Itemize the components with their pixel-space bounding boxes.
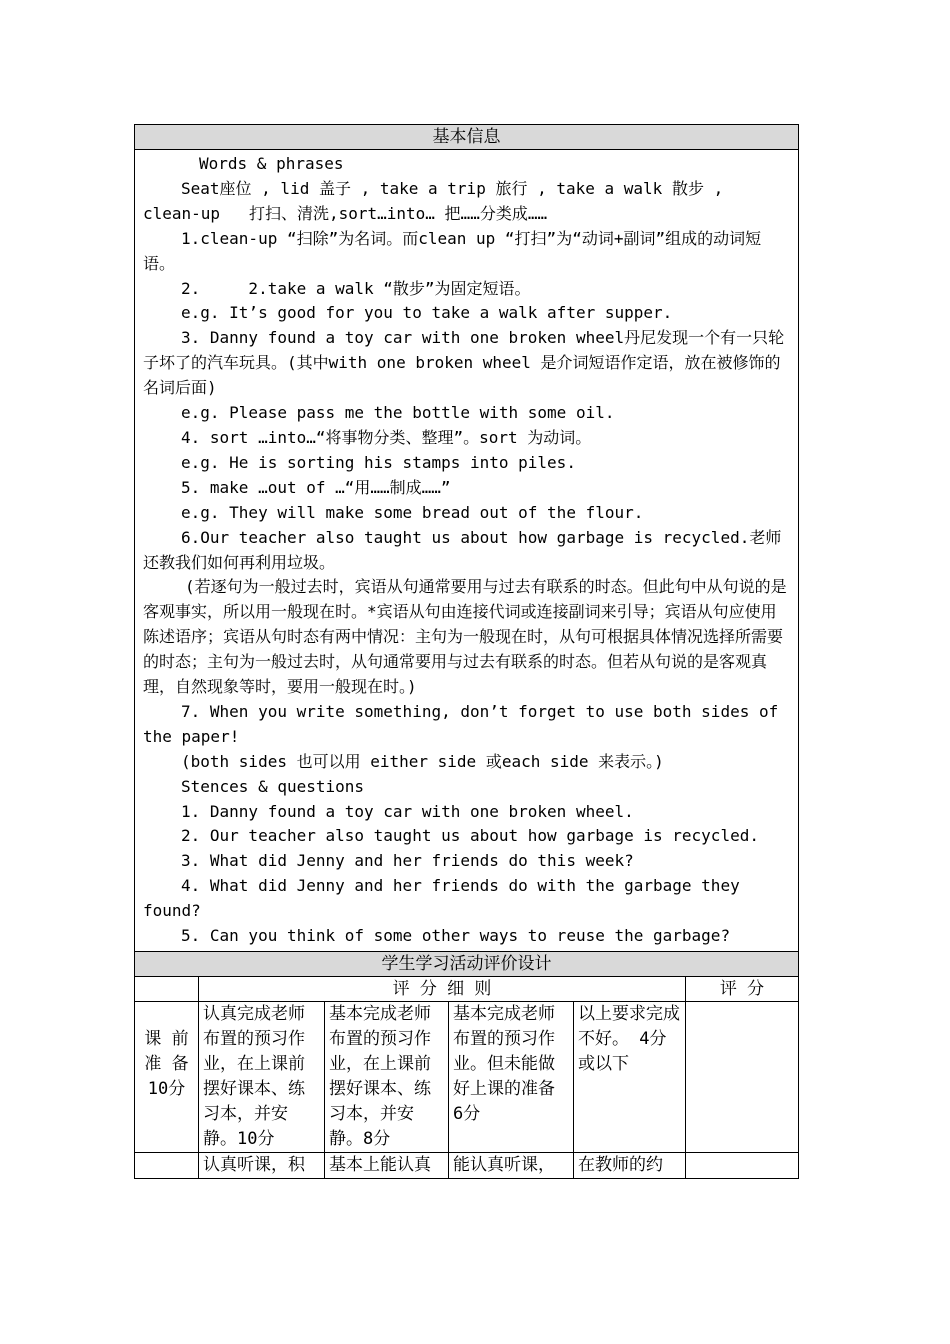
section-title-evaluation: 学生学习活动评价设计 bbox=[135, 952, 799, 977]
rubric-level-a: 认真听课，积 bbox=[199, 1153, 325, 1179]
content-paragraph: 3. What did Jenny and her friends do this week? bbox=[181, 851, 634, 871]
rubric-row bbox=[135, 1153, 799, 1179]
content-paragraph: 1. Danny found a toy car with one broken wheel. bbox=[181, 801, 634, 821]
rubric-row bbox=[135, 1002, 799, 1153]
rubric-level-d: 以上要求完成不好。 4分或以下 bbox=[574, 1002, 686, 1153]
content-paragraph: 6.Our teacher also taught us about how garbage is recycled.老师还教我们如何再利用垃圾。 bbox=[143, 527, 782, 572]
section-title-basic-info: 基本信息 bbox=[135, 125, 799, 150]
lesson-plan-sheet bbox=[134, 124, 798, 1179]
content-paragraph: 4. What did Jenny and her friends do with the garbage they found? bbox=[143, 876, 750, 921]
content-paragraph: Stences & questions bbox=[181, 776, 365, 796]
content-paragraph: (若逐句为一般过去时，宾语从句通常要用与过去有联系的时态。但此句中从句说的是客观事实，所以用一般现在时。*宾语从句由连接代词或连接副词来引导；宾语从句应使用陈述语序；宾语从句时态有两中情况：主句为一般现在时，从句可根据具体情况选择所需要的时态；主句为一般过去时，从句通常要用与过去有联系的时态。但若从句说的是客观真理，自然现象等时，要用一般现在时。) bbox=[143, 577, 787, 697]
rubric-score-cell bbox=[686, 1002, 799, 1153]
rubric-level-c: 能认真听课， bbox=[449, 1153, 574, 1179]
content-paragraph: e.g. Please pass me the bottle with some oil. bbox=[181, 403, 615, 423]
rubric-level-d: 在教师的约 bbox=[574, 1153, 686, 1179]
content-paragraph: e.g. He is sorting his stamps into piles. bbox=[181, 452, 576, 472]
rubric-level-a: 认真完成老师布置的预习作业，在上课前摆好课本、练习本，并安静。10分 bbox=[199, 1002, 325, 1153]
content-paragraph: Seat座位 , lid 盖子 , take a trip 旅行 , take a walk 散步 , clean-up 打扫、清洗,sort…into… 把……分类成…… bbox=[143, 178, 733, 223]
lesson-table bbox=[134, 124, 799, 1179]
rubric-header: 评 分 细 则 bbox=[199, 977, 686, 1002]
basic-info-content bbox=[135, 150, 799, 952]
content-paragraph: 7. When you write something, don’t forget to use both sides of the paper! bbox=[143, 701, 788, 746]
score-header: 评 分 bbox=[686, 977, 799, 1002]
content-paragraph: 1.clean-up “扫除”为名词。而clean up “打扫”为“动词+副词”组成的动词短语。 bbox=[143, 228, 762, 273]
content-paragraph: e.g. It’s good for you to take a walk after supper. bbox=[181, 303, 673, 323]
content-paragraph: 5. make …out of …“用……制成……” bbox=[181, 477, 451, 497]
content-paragraph: 2. 2.take a walk “散步”为固定短语。 bbox=[181, 278, 531, 298]
rubric-level-c: 基本完成老师布置的预习作业。但未能做好上课的准备 6分 bbox=[449, 1002, 574, 1153]
rubric-level-b: 基本上能认真 bbox=[325, 1153, 449, 1179]
content-paragraph: 2. Our teacher also taught us about how garbage is recycled. bbox=[181, 826, 759, 846]
rubric-level-b: 基本完成老师布置的预习作业，在上课前摆好课本、练习本，并安静。8分 bbox=[325, 1002, 449, 1153]
rubric-score-cell bbox=[686, 1153, 799, 1179]
content-paragraph: 4. sort …into…“将事物分类、整理”。sort 为动词。 bbox=[181, 427, 592, 447]
rubric-category bbox=[135, 1153, 199, 1179]
content-paragraph: 5. Can you think of some other ways to reuse the garbage? bbox=[181, 926, 731, 946]
content-paragraph: 3. Danny found a toy car with one broken wheel丹尼发现一个有一只轮子坏了的汽车玩具。(其中with one broken wheel 是介词短语作定语，放在被修饰的名词后面) bbox=[143, 328, 785, 398]
content-paragraph: (both sides 也可以用 either side 或each side 来表示。) bbox=[181, 751, 664, 771]
content-paragraph: Words & phrases bbox=[199, 154, 344, 173]
rubric-corner-cell bbox=[135, 977, 199, 1002]
content-paragraph: e.g. They will make some bread out of the flour. bbox=[181, 502, 644, 522]
rubric-category: 课 前 准 备 10分 bbox=[135, 1002, 199, 1153]
